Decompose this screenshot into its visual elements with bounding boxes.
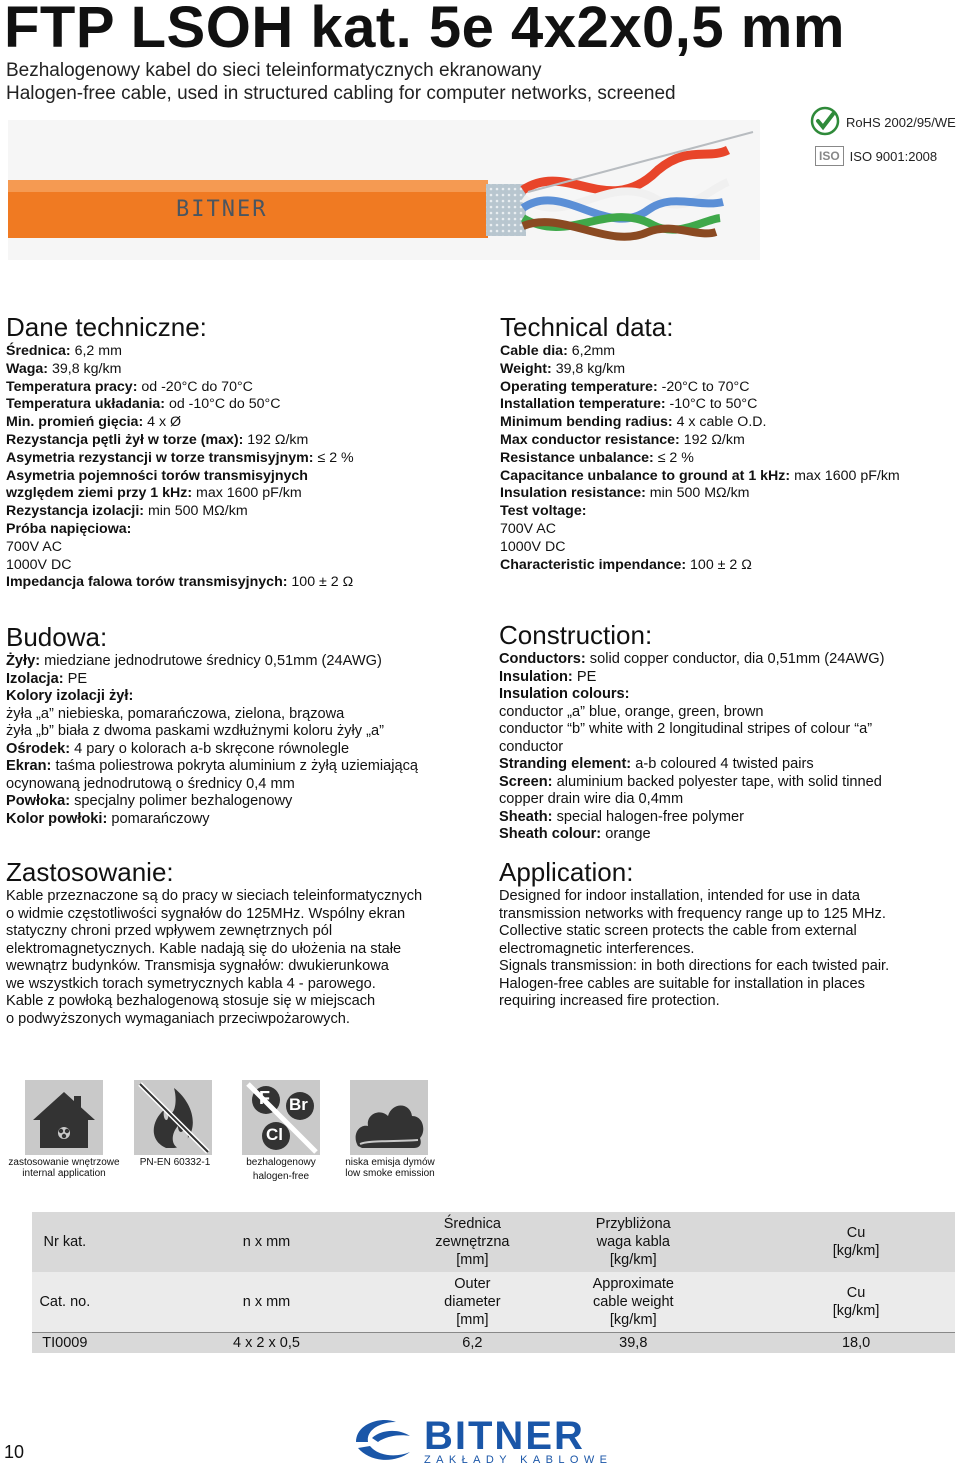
- build-en-line: [499, 739, 954, 757]
- build-en-value: PE: [572, 668, 597, 685]
- app-pl-line: Kable przeznaczone są do pracy w sieciach teleinformatycznych: [6, 888, 423, 904]
- indoor-caption: [5, 1157, 123, 1179]
- build-en-value: conductor „a” blue, orange, green, brown: [499, 703, 764, 720]
- build-pl-value: specjalny polimer bezhalogenowy: [70, 793, 293, 809]
- table-header-pl: [32, 1212, 955, 1272]
- build-en-value: orange: [601, 826, 651, 842]
- tech-en-value: 6,2mm: [567, 343, 616, 359]
- table-cell: 6,2: [435, 1333, 509, 1354]
- app-en-line: Collective static screen protects the cable from external: [499, 923, 857, 939]
- tech-en-heading: Technical data:: [500, 312, 674, 342]
- halogen-caption-pl: bezhalogenowy: [246, 1157, 316, 1168]
- tech-en-value: 1000V DC: [500, 538, 566, 555]
- app-en-section: [499, 857, 954, 1011]
- tech-pl-section: [6, 312, 476, 592]
- logo-swirl-icon: [350, 1412, 422, 1468]
- build-en-line: [499, 826, 954, 844]
- app-pl-line: elektromagnetycznych. Kable nadają się do ułożenia na stałe: [6, 940, 402, 957]
- tech-en-line: [500, 557, 955, 575]
- build-en-heading: Construction:: [499, 620, 653, 650]
- flame-caption: [130, 1157, 220, 1168]
- tech-pl-label: Próba napięciowa:: [6, 520, 132, 537]
- tech-en-line: [500, 361, 955, 379]
- tech-pl-label: Waga:: [6, 360, 49, 377]
- tech-en-line: [500, 343, 955, 361]
- tech-en-value: 4 x cable O.D.: [672, 414, 767, 431]
- build-pl-value: taśma poliestrowa pokryta aluminium z żyłą uziemiającą: [51, 758, 419, 774]
- tech-pl-line: [6, 503, 476, 521]
- build-pl-label: Żyły:: [6, 653, 41, 669]
- logo-subtext: ZAKŁADY KABLOWE: [424, 1454, 613, 1466]
- table-cell: 4 x 2 x 0,5: [98, 1333, 436, 1354]
- build-pl-value: żyła „b” biała z dwoma paskami wzdłużnymi koloru żyły „a”: [6, 723, 384, 739]
- tech-en-line: [500, 503, 955, 521]
- build-pl-line: [6, 653, 476, 671]
- app-en-line: Halogen-free cables are suitable for installation in places: [499, 975, 865, 992]
- build-en-label: Sheath colour:: [499, 826, 602, 842]
- app-pl-line: Kable z powłoką bezhalogenową stosuje się w miejscach: [6, 993, 376, 1009]
- build-pl-line: [6, 688, 476, 706]
- col-header: Cu [kg/km]: [757, 1212, 955, 1272]
- app-en-line: requiring increased fire protection.: [499, 993, 720, 1009]
- tech-en-line: [500, 396, 955, 414]
- tech-en-label: Capacitance unbalance to ground at 1 kHz:: [500, 467, 791, 484]
- tech-pl-line: [6, 485, 476, 503]
- app-pl-line: o widmie częstotliwości sygnałów do 125MHz. Wspólny ekran: [6, 905, 406, 922]
- low-smoke-icon: [350, 1080, 428, 1155]
- indoor-icon: [25, 1080, 103, 1155]
- tech-en-list: [500, 343, 955, 574]
- iso-badge-icon: ISO: [815, 146, 844, 166]
- halogen-caption-en: halogen-free: [252, 1171, 310, 1182]
- build-pl-line: [6, 706, 476, 724]
- tech-en-label: Minimum bending radius:: [500, 414, 673, 431]
- tech-pl-line: [6, 557, 476, 575]
- tech-pl-value: 39,8 kg/km: [48, 360, 122, 377]
- cable-image: [8, 120, 760, 260]
- build-en-line: [499, 721, 954, 739]
- build-pl-value: pomarańczowy: [107, 810, 210, 827]
- build-pl-label: Ośrodek:: [6, 740, 71, 757]
- tech-pl-line: [6, 343, 476, 361]
- build-pl-line: [6, 793, 476, 811]
- app-pl-text: [6, 888, 476, 1028]
- tech-en-line: [500, 379, 955, 397]
- app-pl-heading: Zastosowanie:: [6, 857, 174, 887]
- tech-en-label: Test voltage:: [500, 503, 587, 520]
- tech-pl-label: względem ziemi przy 1 kHz:: [6, 485, 193, 502]
- tech-en-label: Characteristic impendance:: [500, 556, 687, 573]
- tech-en-label: Cable dia:: [500, 343, 568, 359]
- col-header: Nr kat.: [32, 1212, 98, 1272]
- tech-pl-value: 100 ± 2 Ω: [287, 574, 354, 591]
- build-en-line: [499, 669, 954, 687]
- tech-pl-value: 6,2 mm: [70, 343, 122, 359]
- build-pl-line: [6, 723, 476, 741]
- tech-en-label: Resistance unbalance:: [500, 449, 654, 466]
- build-pl-label: Kolor powłoki:: [6, 810, 108, 827]
- app-pl-line: we wszystkich torach symetrycznych kabla 4 - parowego.: [6, 975, 376, 992]
- build-en-line: [499, 651, 954, 669]
- tech-en-line: [500, 468, 955, 486]
- col-header: Średnica zewnętrzna [mm]: [435, 1212, 509, 1272]
- col-header: n x mm: [98, 1212, 436, 1272]
- tech-pl-label: Średnica:: [6, 343, 71, 359]
- tech-en-line: [500, 485, 955, 503]
- tech-en-value: 192 Ω/km: [679, 431, 745, 448]
- build-pl-line: [6, 741, 476, 759]
- build-en-value: special halogen-free polymer: [552, 808, 744, 825]
- build-en-value: copper drain wire dia 0,4mm: [499, 791, 684, 807]
- build-en-line: [499, 774, 954, 792]
- tech-pl-value: 1000V DC: [6, 556, 72, 573]
- build-pl-value: miedziane jednodrutowe średnicy 0,51mm (24AWG): [40, 653, 382, 669]
- tech-pl-line: [6, 396, 476, 414]
- iso-cert: [815, 146, 937, 166]
- table-row: [32, 1333, 955, 1354]
- tech-pl-line: [6, 539, 476, 557]
- tech-pl-value: 700V AC: [6, 538, 63, 555]
- app-en-line: transmission networks with frequency range up to 125 MHz.: [499, 905, 886, 922]
- tech-pl-line: [6, 414, 476, 432]
- tech-pl-line: [6, 468, 476, 486]
- tech-pl-line: [6, 574, 476, 592]
- tech-pl-line: [6, 379, 476, 397]
- tech-pl-label: Impedancja falowa torów transmisyjnych:: [6, 574, 288, 591]
- tech-en-value: 39,8 kg/km: [551, 360, 626, 377]
- tech-en-label: Max conductor resistance:: [500, 431, 680, 448]
- build-pl-value: PE: [63, 670, 88, 687]
- build-en-value: conductor “b” white with 2 longitudinal stripes of colour “a”: [499, 721, 873, 737]
- col-header: n x mm: [98, 1272, 436, 1333]
- glyph-cl: Cl: [266, 1125, 283, 1144]
- halogen-caption: [236, 1157, 326, 1182]
- build-pl-label: Ekran:: [6, 758, 52, 774]
- build-pl-label: Kolory izolacji żył:: [6, 688, 134, 704]
- build-pl-label: Powłoka:: [6, 793, 71, 809]
- indoor-caption-en: internal application: [22, 1168, 106, 1179]
- tech-en-line: [500, 539, 955, 557]
- build-pl-value: ocynowaną jednodrutową o średnicy 0,4 mm: [6, 775, 295, 792]
- table-cell: TI0009: [32, 1333, 98, 1354]
- subtitle-pl: Bezhalogenowy kabel do sieci teleinformatycznych ekranowany: [6, 60, 542, 81]
- app-en-heading: Application:: [499, 857, 634, 887]
- app-pl-section: [6, 857, 476, 1028]
- tech-pl-line: [6, 432, 476, 450]
- build-en-label: Screen:: [499, 773, 553, 790]
- table-header-en: [32, 1272, 955, 1333]
- build-pl-list: [6, 653, 476, 828]
- indoor-caption-pl: zastosowanie wnętrzowe: [8, 1157, 120, 1168]
- cable-brand-print: BITNER: [176, 197, 268, 222]
- table-cell: 39,8: [509, 1333, 757, 1354]
- build-en-label: Insulation:: [499, 668, 573, 685]
- tech-en-line: [500, 432, 955, 450]
- tech-en-value: 700V AC: [500, 520, 557, 537]
- build-en-value: a-b coloured 4 twisted pairs: [631, 756, 814, 772]
- rohs-cert: [810, 106, 956, 139]
- tech-en-value: -10°C to 50°C: [665, 396, 758, 413]
- app-en-text: [499, 888, 954, 1011]
- iso-label: ISO 9001:2008: [849, 148, 938, 164]
- tech-pl-label: Rezystancja pętli żył w torze (max):: [6, 431, 244, 448]
- tech-en-label: Weight:: [500, 360, 552, 377]
- col-header: Cu [kg/km]: [757, 1272, 955, 1333]
- app-pl-line: wewnątrz budynków. Transmisja sygnałów: dwukierunkowa: [6, 958, 389, 974]
- tech-pl-heading: Dane techniczne:: [6, 312, 207, 342]
- logo-text: BITNER: [424, 1414, 585, 1458]
- smoke-caption: [340, 1157, 440, 1179]
- glyph-br: Br: [289, 1095, 308, 1114]
- flame-icon: [134, 1080, 212, 1155]
- build-pl-line: [6, 811, 476, 829]
- build-pl-heading: Budowa:: [6, 622, 108, 652]
- tech-en-label: Installation temperature:: [500, 396, 666, 413]
- flame-caption-pl: PN-EN 60332-1: [139, 1157, 211, 1168]
- tech-pl-line: [6, 361, 476, 379]
- tech-en-value: max 1600 pF/km: [790, 467, 900, 484]
- tech-en-line: [500, 521, 955, 539]
- build-en-value: solid copper conductor, dia 0,51mm (24AWG): [585, 651, 885, 667]
- build-en-line: [499, 704, 954, 722]
- tech-en-line: [500, 414, 955, 432]
- spec-table: [32, 1212, 955, 1353]
- checkmark-icon: [810, 106, 840, 139]
- tech-pl-label: Rezystancja izolacji:: [6, 503, 144, 520]
- tech-pl-value: min 500 MΩ/km: [144, 503, 248, 520]
- col-header: Cat. no.: [32, 1272, 98, 1333]
- build-en-value: conductor: [499, 738, 564, 755]
- col-header: Approximate cable weight [kg/km]: [509, 1272, 757, 1333]
- build-en-label: Conductors:: [499, 651, 586, 667]
- build-en-label: Insulation colours:: [499, 686, 630, 702]
- tech-en-section: [500, 312, 955, 574]
- build-pl-section: [6, 622, 476, 828]
- tech-pl-value: max 1600 pF/km: [192, 485, 302, 502]
- build-pl-line: [6, 776, 476, 794]
- tech-en-value: 100 ± 2 Ω: [686, 556, 752, 573]
- tech-pl-line: [6, 450, 476, 468]
- build-en-line: [499, 809, 954, 827]
- tech-en-value: ≤ 2 %: [653, 449, 694, 466]
- bitner-logo: [350, 1412, 612, 1468]
- page-number: 10: [4, 1442, 25, 1462]
- build-pl-label: Izolacja:: [6, 670, 64, 687]
- tech-en-value: min 500 MΩ/km: [645, 485, 750, 502]
- glyph-f: F: [259, 1088, 270, 1108]
- app-pl-line: o podwyższonych wymaganiach przeciwpożarowych.: [6, 1010, 350, 1027]
- tech-en-value: -20°C to 70°C: [657, 378, 750, 395]
- page-title: FTP LSOH kat. 5e 4x2x0,5 mm: [4, 0, 845, 60]
- halogen-free-icon: [242, 1080, 320, 1155]
- app-en-line: electromagnetic interferences.: [499, 940, 695, 957]
- tech-en-label: Insulation resistance:: [500, 485, 646, 502]
- build-en-label: Sheath:: [499, 808, 553, 825]
- build-pl-value: żyła „a” niebieska, pomarańczowa, zielona, brązowa: [6, 705, 345, 722]
- build-pl-value: 4 pary o kolorach a-b skręcone równolegle: [70, 740, 350, 757]
- table-cell: 18,0: [757, 1333, 955, 1354]
- tech-pl-value: ≤ 2 %: [313, 449, 354, 466]
- build-en-line: [499, 686, 954, 704]
- tech-pl-label: Temperatura układania:: [6, 396, 165, 413]
- app-en-line: Designed for indoor installation, intended for use in data: [499, 888, 861, 904]
- build-en-section: [499, 620, 954, 844]
- tech-pl-value: 192 Ω/km: [243, 431, 309, 448]
- tech-en-label: Operating temperature:: [500, 378, 658, 395]
- rohs-label: RoHS 2002/95/WE: [846, 115, 956, 130]
- build-pl-line: [6, 671, 476, 689]
- app-en-line: Signals transmission: in both directions for each twisted pair.: [499, 958, 890, 974]
- build-en-list: [499, 651, 954, 844]
- tech-pl-line: [6, 521, 476, 539]
- tech-pl-list: [6, 343, 476, 592]
- tech-en-line: [500, 450, 955, 468]
- build-en-label: Stranding element:: [499, 756, 632, 772]
- tech-pl-label: Asymetria rezystancji w torze transmisyjnym:: [6, 449, 314, 466]
- build-en-line: [499, 791, 954, 809]
- smoke-caption-pl: niska emisja dymów: [345, 1157, 435, 1168]
- app-pl-line: statyczny chroni przed wpływem zewnętrznych pól: [6, 923, 333, 939]
- build-pl-line: [6, 758, 476, 776]
- col-header: Outer diameter [mm]: [435, 1272, 509, 1333]
- tech-pl-label: Asymetria pojemności torów transmisyjnych: [6, 467, 308, 484]
- build-en-value: aluminium backed polyester tape, with solid tinned: [552, 773, 882, 790]
- tech-pl-value: od -10°C do 50°C: [165, 396, 281, 413]
- tech-pl-value: od -20°C do 70°C: [137, 378, 253, 395]
- build-en-line: [499, 756, 954, 774]
- subtitle-en: Halogen-free cable, used in structured cabling for computer networks, screened: [6, 83, 676, 104]
- smoke-caption-en: low smoke emission: [345, 1168, 435, 1179]
- tech-pl-label: Min. promień gięcia:: [6, 414, 144, 431]
- tech-pl-label: Temperatura pracy:: [6, 378, 138, 395]
- tech-pl-value: 4 x Ø: [143, 414, 182, 431]
- col-header: Przybliżona waga kabla [kg/km]: [509, 1212, 757, 1272]
